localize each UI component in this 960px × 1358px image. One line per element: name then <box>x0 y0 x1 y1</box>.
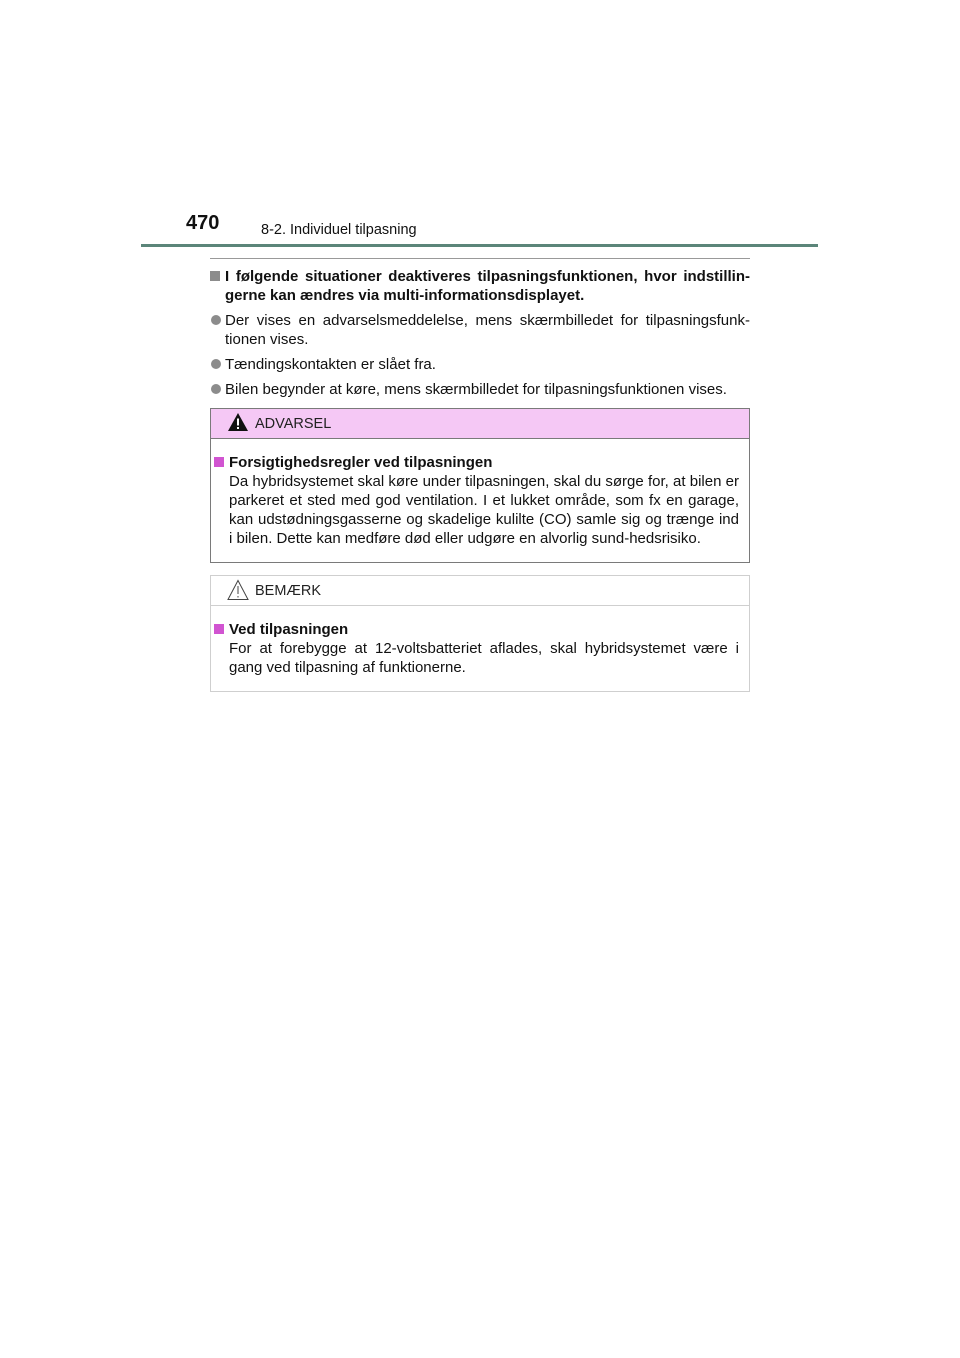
square-bullet-icon <box>210 271 220 281</box>
round-bullet-icon <box>211 315 221 325</box>
warning-box <box>210 408 750 563</box>
list-item-text: Bilen begynder at køre, mens skærmbilledet for tilpasningsfunktionen vises. <box>225 381 727 398</box>
notice-box-header <box>211 576 749 606</box>
header-divider <box>141 244 818 247</box>
warning-label: ADVARSEL <box>255 416 332 432</box>
notice-box-body <box>211 606 749 691</box>
square-bullet-icon <box>214 624 224 634</box>
bullet-list <box>210 311 750 399</box>
main-heading <box>210 267 750 305</box>
notice-text: For at forebygge at 12-voltsbatteriet aflades, skal hybridsystemet være i gang ved tilpasning af funktionerne. <box>229 640 739 676</box>
caution-triangle-outline-icon <box>227 579 249 601</box>
warning-box-body <box>211 439 749 562</box>
warning-triangle-icon <box>227 412 249 432</box>
page-number: 470 <box>186 212 220 234</box>
content-divider <box>210 258 750 259</box>
list-item-text: Der vises en advarselsmeddelelse, mens skærmbilledet for tilpasningsfunk-tionen vises. <box>225 312 750 348</box>
warning-box-header <box>211 409 749 439</box>
list-item-text: Tændingskontakten er slået fra. <box>225 356 436 373</box>
warning-heading <box>214 453 739 472</box>
list-item <box>210 380 750 399</box>
list-item <box>210 355 750 374</box>
main-heading-text: I følgende situationer deaktiveres tilpasningsfunktionen, hvor indstillin-gerne kan ændres via multi-informationsdisplayet. <box>225 268 750 304</box>
section-title: 8-2. Individuel tilpasning <box>261 222 417 238</box>
round-bullet-icon <box>211 359 221 369</box>
list-item <box>210 311 750 349</box>
notice-heading <box>214 620 739 639</box>
warning-text: Da hybridsystemet skal køre under tilpasningen, skal du sørge for, at bilen er parkeret et sted med god ventilation. I et lukket område, som fx en garage, kan udstødningsgasserne og skadelige kulilte (CO) samle sig og trænge ind i bilen. Dette kan medføre død eller udgøre en alvorlig sund-hedsrisiko. <box>229 473 739 547</box>
notice-label: BEMÆRK <box>255 583 322 599</box>
round-bullet-icon <box>211 384 221 394</box>
warning-heading-text: Forsigtighedsregler ved tilpasningen <box>229 454 493 471</box>
square-bullet-icon <box>214 457 224 467</box>
notice-heading-text: Ved tilpasningen <box>229 621 349 638</box>
page-content <box>210 258 750 692</box>
notice-box <box>210 575 750 692</box>
